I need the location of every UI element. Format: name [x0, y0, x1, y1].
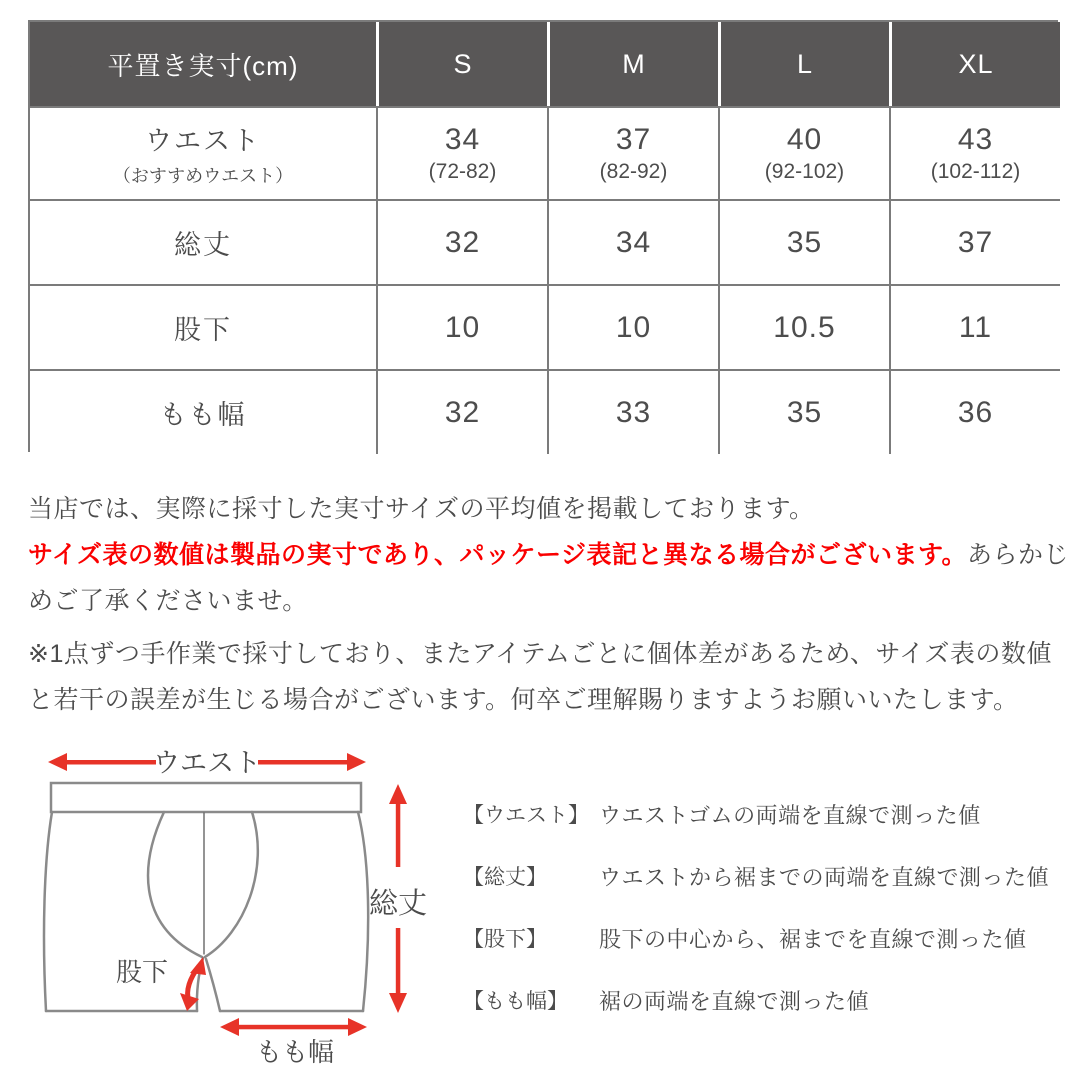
cell-thigh-m: 33 — [547, 369, 718, 454]
table-header-size-s: S — [376, 22, 547, 106]
cell-length-m: 34 — [547, 199, 718, 284]
length-diagram-label: 総丈 — [368, 888, 428, 920]
cell-waist-l: 40 (92-102) — [718, 106, 889, 199]
inseam-diagram-label: 股下 — [115, 957, 169, 987]
note-p2-line2: と若干の誤差が生じる場合がございます。何卒ご理解賜りますようお願いいたします。 — [28, 686, 1019, 714]
inseam-arrow — [180, 957, 206, 1011]
row-label-thigh: もも幅 — [30, 369, 376, 454]
note-p2-line1: ※1点ずつ手作業で採寸しており、またアイテムごとに個体差があるため、サイズ表の数値 — [28, 640, 1052, 668]
legend-row-inseam: 【股下】 股下の中心から、裾までを直線で測った値 — [463, 927, 1027, 952]
cell-length-xl: 37 — [889, 199, 1060, 284]
boxer-outline — [44, 783, 368, 1011]
cell-waist-xl: 43 (102-112) — [889, 106, 1060, 199]
table-header-size-l: L — [718, 22, 889, 106]
cell-waist-m: 37 (82-92) — [547, 106, 718, 199]
cell-inseam-m: 10 — [547, 284, 718, 369]
cell-length-s: 32 — [376, 199, 547, 284]
notes-block — [28, 486, 1070, 723]
waist-diagram-label: ウエスト — [153, 748, 261, 778]
legend-row-thigh: 【もも幅】 裾の両端を直線で測った値 — [463, 989, 870, 1014]
cell-inseam-xl: 11 — [889, 284, 1060, 369]
cell-inseam-l: 10.5 — [718, 284, 889, 369]
cell-thigh-xl: 36 — [889, 369, 1060, 454]
note-p1-line2: サイズ表の数値は製品の実寸であり、パッケージ表記と異なる場合がございます。あらかじ — [28, 541, 1070, 569]
table-header-measure-label: 平置き実寸(cm) — [30, 22, 376, 106]
legend-row-waist: 【ウエスト】 ウエストゴムの両端を直線で測った値 — [463, 803, 981, 828]
row-label-length: 総丈 — [30, 199, 376, 284]
cell-waist-s: 34 (72-82) — [376, 106, 547, 199]
row-label-inseam: 股下 — [30, 284, 376, 369]
row-label-waist — [30, 106, 376, 199]
boxer-measurement-diagram — [20, 730, 460, 1080]
note-p1-line1: 当店では、実際に採寸した実寸サイズの平均値を掲載しております。 — [28, 495, 815, 523]
waist-sublabel: （おすすめウエスト） — [112, 166, 294, 186]
waist-label: ウエスト — [145, 126, 261, 156]
note-p1-line3: めご了承くださいませ。 — [28, 587, 308, 615]
cell-thigh-s: 32 — [376, 369, 547, 454]
legend-row-length: 【総丈】 ウエストから裾までの両端を直線で測った値 — [463, 865, 1050, 890]
cell-inseam-s: 10 — [376, 284, 547, 369]
cell-length-l: 35 — [718, 199, 889, 284]
thigh-diagram-label: もも幅 — [255, 1037, 335, 1067]
note-red-warning: サイズ表の数値は製品の実寸であり、パッケージ表記と異なる場合がございます。 — [28, 541, 968, 569]
table-header-size-m: M — [547, 22, 718, 106]
table-header-size-xl: XL — [889, 22, 1060, 106]
cell-thigh-l: 35 — [718, 369, 889, 454]
measurement-legend — [463, 799, 1068, 1047]
size-table — [28, 20, 1058, 452]
thigh-arrow — [220, 1018, 367, 1036]
